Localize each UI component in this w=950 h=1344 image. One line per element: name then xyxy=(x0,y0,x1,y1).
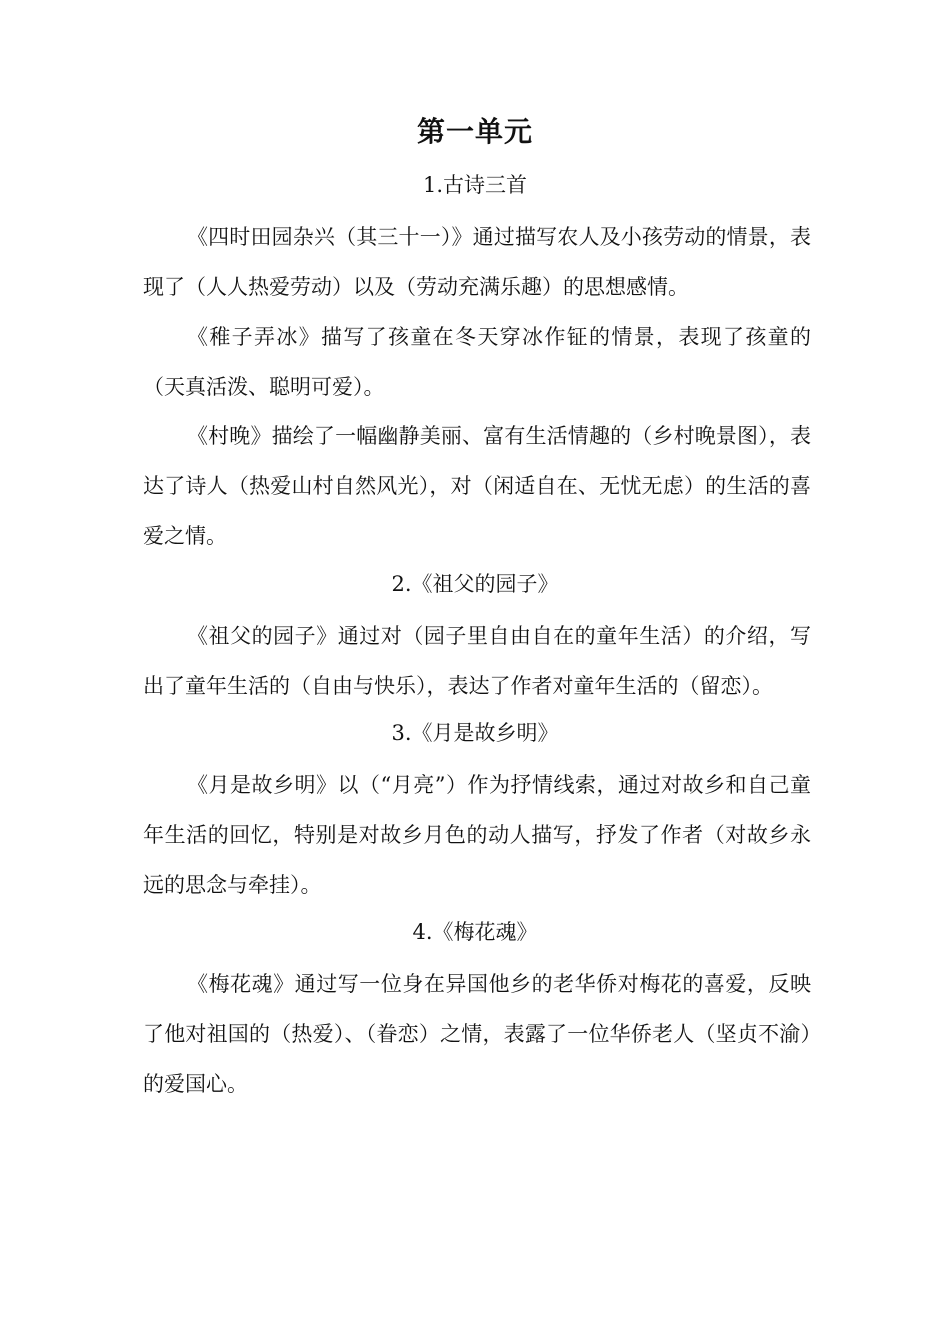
lesson-2-paragraph-1: 《祖父的园子》通过对（园子里自由自在的童年生活）的介绍，写出了童年生活的（自由与快乐），表达了作者对童年生活的（留恋）。 xyxy=(143,624,811,698)
lesson-4-heading: 4.《梅花魂》 xyxy=(412,920,538,944)
lesson-1-paragraph-3: 《村晚》描绘了一幅幽静美丽、富有生活情趣的（乡村晚景图），表达了诗人（热爱山村自然风光），对（闲适自在、无忧无虑）的生活的喜爱之情。 xyxy=(143,424,811,548)
lesson-3-heading: 3.《月是故乡明》 xyxy=(391,721,559,745)
lesson-2-heading: 2.《祖父的园子》 xyxy=(391,572,559,596)
lesson-1-paragraph-1: 《四时田园杂兴（其三十一）》通过描写农人及小孩劳动的情景，表现了（人人热爱劳动）以及（劳动充满乐趣）的思想感情。 xyxy=(143,225,811,299)
lesson-3-paragraph-1: 《月是故乡明》以（“月亮”）作为抒情线索，通过对故乡和自己童年生活的回忆，特别是对故乡月色的动人描写，抒发了作者（对故乡永远的思念与牵挂）。 xyxy=(143,773,811,897)
lesson-4-paragraph-1: 《梅花魂》通过写一位身在异国他乡的老华侨对梅花的喜爱，反映了他对祖国的（热爱）、（眷恋）之情，表露了一位华侨老人（坚贞不渝）的爱国心。 xyxy=(143,972,811,1096)
lesson-1-heading: 1.古诗三首 xyxy=(422,173,528,197)
unit-title: 第一单元 xyxy=(416,115,533,148)
lesson-1-paragraph-2: 《稚子弄冰》描写了孩童在冬天穿冰作钲的情景，表现了孩童的（天真活泼、聪明可爱）。 xyxy=(143,325,811,399)
